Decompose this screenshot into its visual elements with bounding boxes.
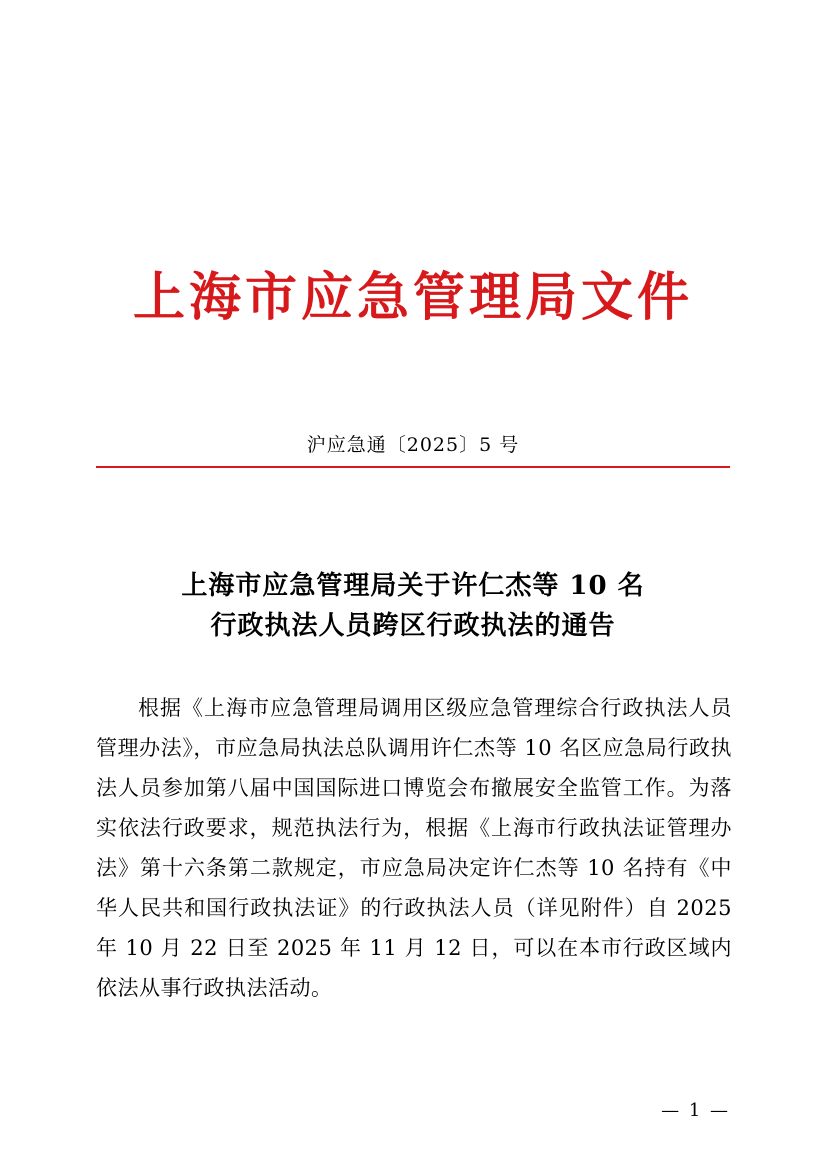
masthead	[0, 268, 826, 328]
page-title-line-2: 行政执法人员跨区行政执法的通告	[210, 611, 616, 642]
document-number: 沪应急通〔2025〕5 号	[306, 434, 520, 456]
page-title	[113, 566, 713, 647]
red-divider-rule	[96, 466, 730, 468]
page-title-line-1: 上海市应急管理局关于许仁杰等 10 名	[181, 571, 645, 601]
masthead-title: 上海市应急管理局文件	[132, 267, 693, 328]
body-text	[96, 688, 732, 1008]
body-paragraph-1: 根据《上海市应急管理局调用区级应急管理综合行政执法人员管理办法》，市应急局执法总队调用许仁杰等 10 名区应急局行政执法人员参加第八届中国国际进口博览会布撤展安全监管工作。为落实依法行政要求，规范执法行为，根据《上海市行政执法证管理办法》第十六条第二款规定，市应急局决定许仁杰等 10 名持有《中华人民共和国行政执法证》的行政执法人员（详见附件）自 2025 年 10 月 22 日至 2025 年 11 月 12 日，可以在本市行政区域内依法从事行政执法活动。	[96, 696, 732, 1000]
page-number: — 1 —	[661, 1100, 730, 1121]
